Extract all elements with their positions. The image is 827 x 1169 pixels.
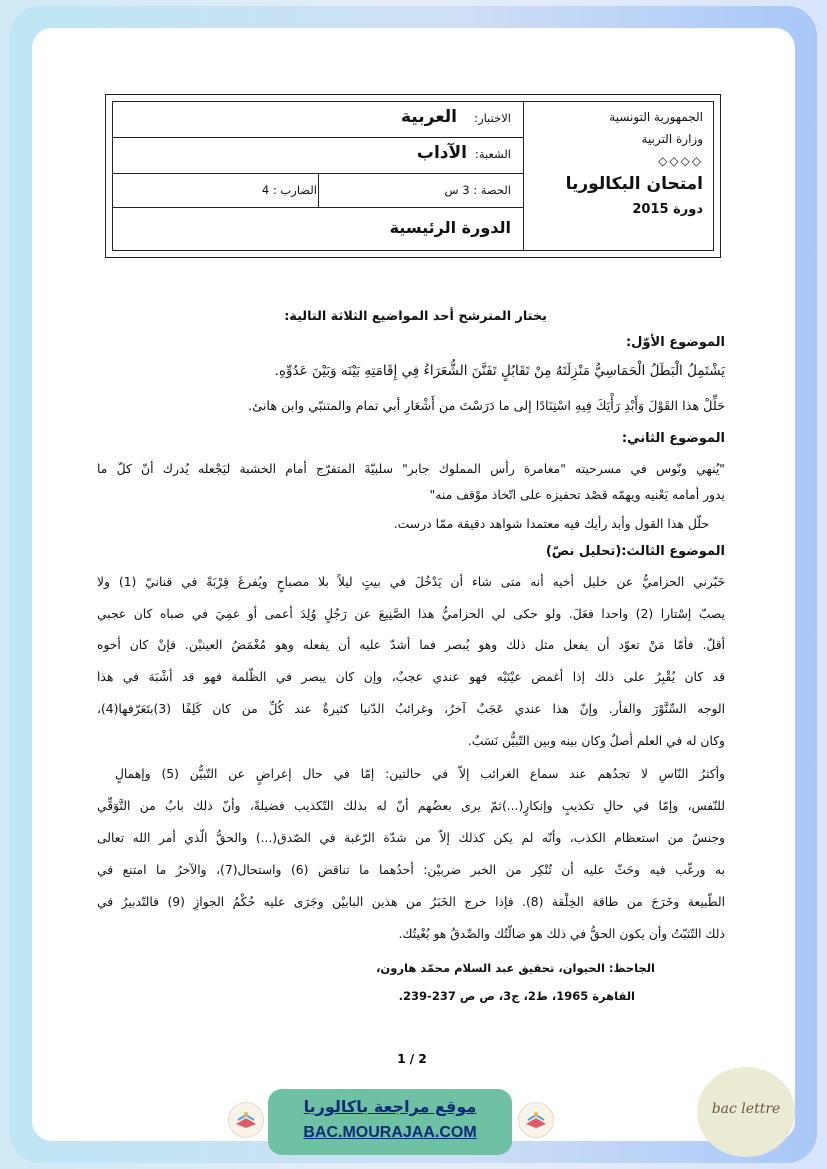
bac-lettre-badge — [697, 1067, 795, 1157]
book-icon — [234, 1110, 258, 1130]
exam-session-year: دورة 2015 — [632, 202, 703, 217]
exam-title: امتحان البكالوريا — [565, 174, 703, 194]
paragraph2-line4: به ورغّب فيه وحَثّ عليه أن تُنْكِر من الخبر ضربيْن: أحدُهما ما تناقض (6) واستحال(7)، والآخرُ ما امتنع في — [97, 863, 725, 877]
section-value: الآداب — [416, 143, 467, 163]
topic2-line1: "يُنهي ونّوس في مسرحيته "مغامرة رأس المملوك جابر" سلبيّةَ المتفرّج أمام الخشبة ليَجْعله يُدرك أنّ كلّ ما — [97, 461, 725, 476]
topic3-title: الموضوع الثالث:(تحليل نصّ) — [545, 544, 725, 559]
paragraph1-line5: الوجه السِّنَّوْرَ والفأر. وإنّ هذا عندي عَجَبٌ آخرُ، وغرائبُ الدّنيا كثيرةٌ عند كُلِّ من كان كَلِفًا (3)بتَعَرّفها(4)، — [97, 702, 725, 716]
topic1-instruction: حَلِّلْ هذا القَوْلَ وَأَبْدِ رَأْيَكَ فِيهِ اسْتِنَادًا إلى ما دَرَسْتَ من أَشْعَارِ أبي تمام والمتنبّي وابن هانئ. — [248, 399, 725, 414]
paragraph1-line3: أقلّ. فأمّا مَنْ تعوّد أن يفعل مثل ذلك وهو يُبصر فما أشدّ عليه أن يفعله وهو مُغْمَضُ العينيْن. فإنْ كان أخوه — [97, 638, 725, 652]
intro-instruction: يختار المترشح أحد المواضيع الثلاثة التالية: — [284, 309, 547, 324]
book-icon — [524, 1110, 548, 1130]
duration: الحصة : 3 س — [444, 183, 511, 197]
paragraph2-line5: الطّبيعة وخَرَجَ من طاقة الخِلْقة (8). فإذا خرج الخَبَرُ من هذين البابيْن وجَرَى عليه حُكْمُ الجوازِ (9) فالتّدبيرُ في — [97, 895, 726, 909]
source-citation-1: الجاحظ: الحيوان، تحقيق عبد السلام محمّد هارون، — [376, 961, 655, 975]
topic2-title: الموضوع الثاني: — [621, 431, 725, 446]
bac-lettre-text: bac lettre — [711, 1101, 781, 1117]
document-body — [32, 28, 795, 1141]
cell-divider — [318, 174, 319, 207]
subject-label: الاختبار: — [474, 111, 511, 125]
paragraph2-line1: وأكثرُ النّاسِ لا تجدُهم عند سماع الغرائب إلاّ في حالتين: إمّا في حال إعراضٍ عن التّبيُّن (5) وإهمالٍ — [115, 767, 725, 781]
paragraph1-line4: قد كان يُقْبِرُ على ذلك إذا أغمض عيْنَيْه فهو عندي عجبٌ، وإن كان يبصر في الظّلمة فهو قد أشْبَهَ في هذا — [97, 670, 725, 684]
paragraph1-line6: وكان له في العلم أصلٌ وكان بينه وبين التّبيُّن نَسَبٌ. — [467, 734, 725, 748]
site-name-arabic[interactable]: موقع مراجعة باكالوريا — [303, 1097, 477, 1116]
topic1-title: الموضوع الأوّل: — [625, 335, 725, 350]
paragraph1-line1: خَبّرني الحزاميُّ عن خليل أخيه أنه متى شاء أن يَدْخُلَ في بيتٍ ليلاً بلا مصباحٍ ويُفرغَ قِرْبَةً في قنانيّ (1) ولا — [97, 575, 725, 589]
main-session-row — [113, 208, 523, 250]
subject-value: العربية — [400, 107, 457, 127]
site-banner[interactable] — [268, 1089, 512, 1155]
page-number: 1 / 2 — [397, 1052, 427, 1066]
paragraph2-line6: ذلك التّثبّتُ وأن يكون الحقُّ في ذلك هو ضالّتُك والصِّدقُ هو بُغْيتُك. — [398, 927, 725, 941]
main-session: الدورة الرئيسية — [389, 218, 511, 237]
exam-header-inner — [112, 101, 714, 251]
section-row — [113, 138, 523, 174]
site-url-link[interactable]: BAC.MOURAJAA.COM — [303, 1124, 477, 1141]
site-logo-right — [518, 1102, 554, 1138]
source-citation-2: القاهرة 1965، ط2، ج3، ص ص 237-239. — [398, 989, 635, 1003]
exam-header-table — [105, 94, 721, 258]
country-name: الجمهورية التونسية — [609, 110, 703, 124]
header-details — [113, 102, 523, 250]
coefficient: الضارب : 4 — [261, 183, 317, 197]
paragraph2-line2: للنّفس، وإمّا في حالِ تكذيبٍ وإنكارٍ(...)ثمّ يرى بعضُهم أنّ له بذلك التّكذيب فضيلةً، وأنّ ذلك بابٌ من التَّوَقِّي — [97, 799, 725, 813]
document-page — [32, 28, 795, 1141]
topic1-quote: يَشْتَمِلُ الْبَطَلُ الْحَمَاسِيُّ مَنْزِلَتَهُ مِنْ تَقَابُلٍ تَفَنَّنَ الشُّعَرَاءُ فِي إِقَامَتِهِ بَيْنَه وَبَيْنَ عَدُوِّهِ. — [274, 363, 725, 379]
topic2-instruction: حلّل هذا القول وأبد رأيك فيه معتمدا شواهد دقيقة ممّا درست. — [393, 516, 709, 531]
duration-coefficient-row — [113, 174, 523, 208]
ornament-diamonds: ◇◇◇◇ — [658, 154, 703, 168]
subject-row — [113, 102, 523, 138]
paragraph2-line3: وجنسٌ من استعظام الكذب، وأنّه لم يكن كذلك إلاّ من شدّة الرّغبة في الصّدق(...) والحقُّ الّذي أمر الله تعالى — [97, 831, 725, 845]
section-label: الشعبة: — [474, 147, 511, 161]
header-institution — [523, 102, 713, 250]
ministry-name: وزارة التربية — [641, 132, 703, 146]
paragraph1-line2: يصبّ إسْتارا (2) واحدا فعَلَ. ولو حكى لي الحزاميُّ هذا الصَّنِيعَ عن رَجُلٍ وُلِدَ أعمى أو عمِيَ في صباه كان عجبي — [97, 607, 725, 621]
topic2-line2: يدور أمامه يَعْنيه ويهمّه قصْد تحفيزه على اتّخاذ موْقف منه" — [429, 487, 725, 502]
site-logo-left — [228, 1102, 264, 1138]
